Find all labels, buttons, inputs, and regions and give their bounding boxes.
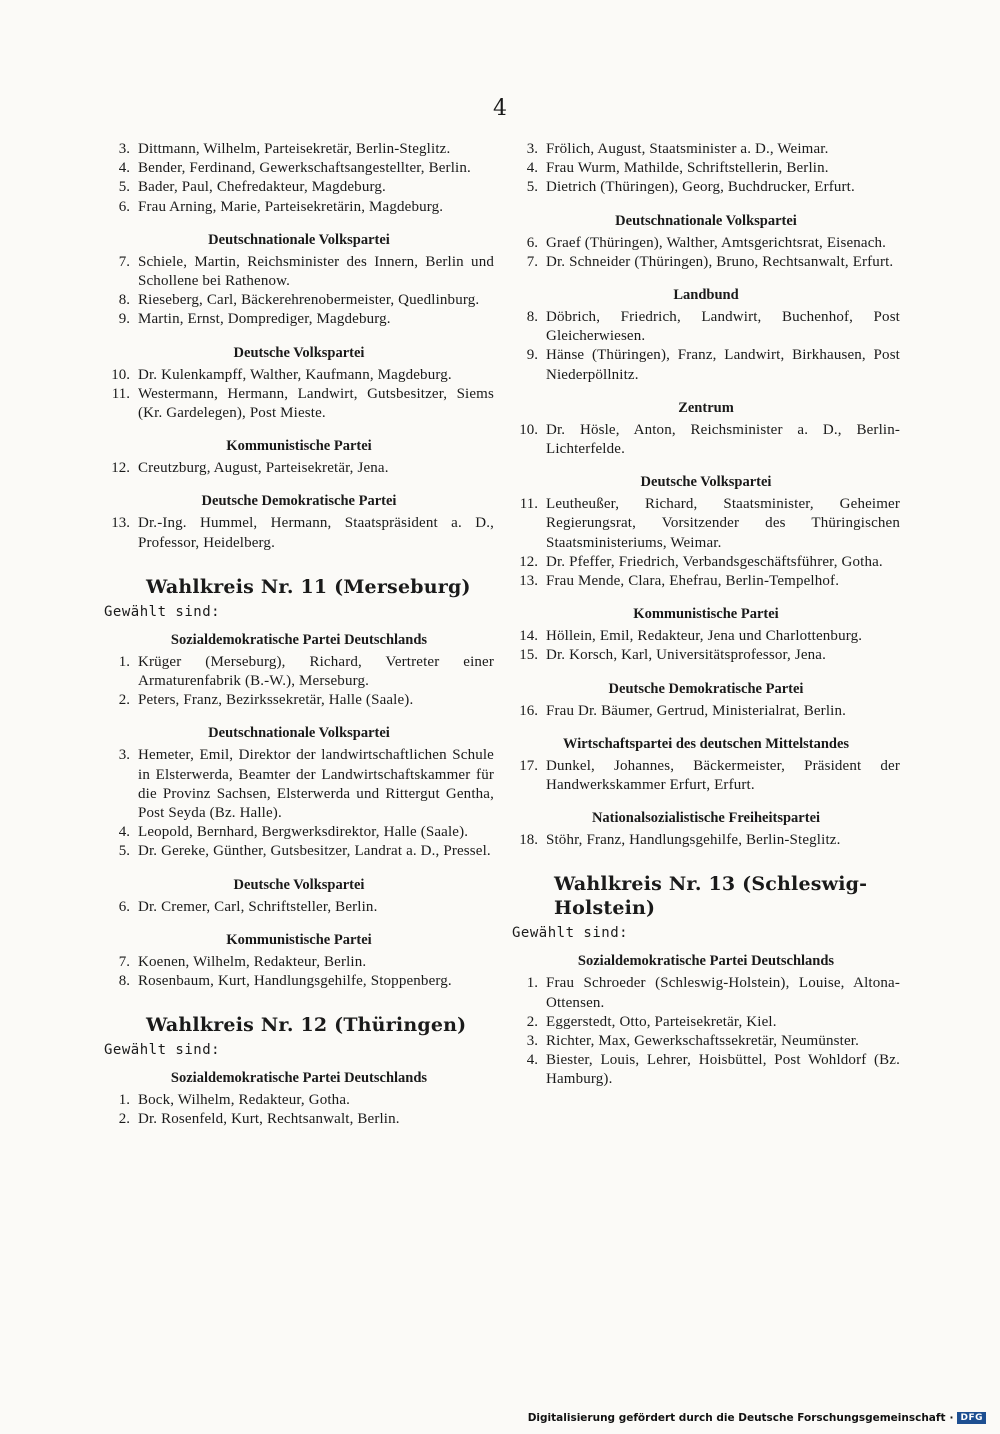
entry-text: Dr. Cremer, Carl, Schriftsteller, Berlin. — [138, 898, 378, 915]
page-number: 4 — [493, 96, 507, 121]
entry-text: Richter, Max, Gewerkschaftssekretär, Neumünster. — [546, 1033, 859, 1050]
entry-text: Peters, Franz, Bezirkssekretär, Halle (Saale). — [138, 692, 414, 709]
entry-text: Bock, Wilhelm, Redakteur, Gotha. — [138, 1092, 351, 1109]
party-heading: Sozialdemokratische Partei Deutschlands — [577, 953, 835, 970]
list-item — [104, 746, 494, 823]
list-item — [104, 514, 494, 552]
entry-number: 13. — [519, 573, 538, 590]
entry-number: 5. — [526, 179, 538, 196]
party-heading: Sozialdemokratische Partei Deutschlands — [170, 1070, 428, 1087]
list-item — [104, 140, 494, 159]
party-heading: Deutschnationale Volkspartei — [208, 231, 390, 248]
list-item — [512, 140, 900, 159]
list-item — [104, 691, 494, 710]
entry-text: Dr. Korsch, Karl, Universitätsprofessor, Jena. — [546, 647, 826, 664]
entry-number: 10. — [519, 421, 538, 438]
entry-number: 7. — [118, 253, 130, 270]
entry-number: 4. — [118, 160, 130, 177]
entry-number: 9. — [118, 311, 130, 328]
entry-text: Hemeter, Emil, Direktor der landwirtschaftlichen Schule in Elsterwerda, Beamter der Landwirtschaftskammer für die Provinz Sachsen, Elsterwerda und Rittergut Gentha, Post Seyda (Bz. Halle). — [138, 747, 494, 822]
party-heading: Deutsche Demokratische Partei — [201, 493, 397, 510]
party-heading: Deutschnationale Volkspartei — [615, 212, 797, 229]
entry-number: 1. — [118, 1092, 130, 1109]
list-item — [512, 308, 900, 346]
entry-number: 5. — [118, 843, 130, 860]
entry-text: Döbrich, Friedrich, Landwirt, Buchenhof, Post Gleicherwiesen. — [546, 309, 900, 345]
list-item — [104, 1091, 494, 1110]
list-item — [512, 234, 900, 253]
right-column — [512, 140, 900, 1090]
list-item — [104, 842, 494, 861]
list-item — [104, 898, 494, 917]
entry-text: Dittmann, Wilhelm, Parteisekretär, Berlin-Steglitz. — [138, 141, 451, 157]
entry-text: Dr. Kulenkampff, Walther, Kaufmann, Magdeburg. — [138, 366, 452, 383]
entry-text: Leopold, Bernhard, Bergwerksdirektor, Halle (Saale). — [138, 824, 469, 841]
entry-number: 12. — [111, 460, 130, 477]
list-item — [512, 646, 900, 665]
entry-text: Dr.-Ing. Hummel, Hermann, Staatspräsident a. D., Professor, Heidelberg. — [138, 515, 494, 551]
entry-text: Stöhr, Franz, Handlungsgehilfe, Berlin-Steglitz. — [546, 832, 841, 849]
list-item — [512, 1051, 900, 1089]
list-item — [512, 1013, 900, 1032]
party-heading: Zentrum — [678, 399, 734, 416]
entry-number: 10. — [111, 366, 130, 383]
entry-number: 3. — [118, 747, 130, 764]
list-item — [104, 1110, 494, 1129]
entry-text: Dr. Hösle, Anton, Reichsminister a. D., Berlin-Lichterfelde. — [546, 421, 900, 458]
district-heading: Wahlkreis Nr. 12 (Thüringen) — [146, 1014, 467, 1037]
entry-text: Dr. Schneider (Thüringen), Bruno, Rechtsanwalt, Erfurt. — [546, 253, 894, 270]
list-item — [104, 178, 494, 197]
elected-label: Gewählt sind: — [104, 1042, 221, 1059]
entry-number: 4. — [526, 160, 538, 177]
list-item — [512, 1032, 900, 1051]
entry-text: Graef (Thüringen), Walther, Amtsgerichtsrat, Eisenach. — [546, 234, 887, 251]
district-heading: Wahlkreis Nr. 13 (Schleswig-Holstein) — [554, 873, 868, 920]
list-item — [512, 495, 900, 553]
entry-number: 5. — [118, 179, 130, 196]
party-heading: Deutsche Volkspartei — [233, 344, 365, 361]
entry-text: Westermann, Hermann, Landwirt, Gutsbesitzer, Siems (Kr. Gardelegen), Post Mieste. — [138, 385, 494, 422]
entry-text: Frau Mende, Clara, Ehefrau, Berlin-Tempelhof. — [546, 573, 840, 590]
party-heading: Nationalsozialistische Freiheitspartei — [591, 810, 821, 827]
footer — [528, 1412, 986, 1424]
entry-text: Bader, Paul, Chefredakteur, Magdeburg. — [138, 179, 386, 196]
list-item — [104, 253, 494, 291]
entry-text: Dr. Gereke, Günther, Gutsbesitzer, Landrat a. D., Pressel. — [138, 843, 491, 860]
list-item — [104, 198, 494, 217]
party-heading: Deutschnationale Volkspartei — [208, 725, 390, 742]
list-item — [104, 823, 494, 842]
party-heading: Kommunistische Partei — [226, 438, 372, 455]
entry-text: Hänse (Thüringen), Franz, Landwirt, Birkhausen, Post Niederpöllnitz. — [546, 347, 900, 383]
elected-label: Gewählt sind: — [104, 603, 221, 620]
list-item — [512, 553, 900, 572]
entry-text: Schiele, Martin, Reichsminister des Innern, Berlin und Schollene bei Rathenow. — [138, 253, 494, 290]
entry-text: Krüger (Merseburg), Richard, Vertreter einer Armaturenfabrik (B.-W.), Merseburg. — [138, 653, 494, 690]
entry-number: 2. — [526, 1013, 538, 1030]
entry-number: 7. — [118, 953, 130, 970]
left-column — [104, 140, 494, 1130]
entry-number: 11. — [111, 385, 130, 402]
list-item — [104, 953, 494, 972]
list-item — [512, 346, 900, 384]
party-heading: Deutsche Volkspartei — [233, 876, 365, 893]
party-heading: Wirtschaftspartei des deutschen Mittelstandes — [562, 735, 850, 752]
list-item — [104, 310, 494, 329]
list-item — [512, 627, 900, 646]
entry-number: 13. — [111, 515, 130, 532]
entry-number: 6. — [526, 234, 538, 251]
entry-number: 2. — [118, 1111, 130, 1128]
entry-number: 8. — [118, 292, 130, 309]
entry-number: 8. — [118, 973, 130, 990]
entry-number: 3. — [118, 141, 130, 157]
entry-text: Biester, Louis, Lehrer, Hoisbüttel, Post Wohldorf (Bz. Hamburg). — [546, 1052, 900, 1088]
entry-text: Dunkel, Johannes, Bäckermeister, Präsident der Handwerkskammer Erfurt, Erfurt. — [546, 757, 900, 794]
list-item — [104, 972, 494, 991]
entry-text: Leutheußer, Richard, Staatsminister, Geheimer Regierungsrat, Vorsitzender des Thüringischen Staatsministeriums, Weimar. — [546, 496, 900, 551]
list-item — [104, 159, 494, 178]
entry-text: Frau Arning, Marie, Parteisekretärin, Magdeburg. — [138, 198, 444, 215]
entry-number: 15. — [519, 647, 538, 664]
entry-text: Koenen, Wilhelm, Redakteur, Berlin. — [138, 953, 367, 970]
entry-text: Frau Wurm, Mathilde, Schriftstellerin, Berlin. — [546, 160, 829, 177]
list-item — [512, 831, 900, 850]
entry-number: 1. — [526, 975, 538, 992]
entry-number: 6. — [118, 198, 130, 215]
list-item — [104, 366, 494, 385]
entry-number: 7. — [526, 253, 538, 270]
entry-number: 9. — [526, 347, 538, 364]
list-item — [512, 974, 900, 1012]
entry-number: 6. — [118, 898, 130, 915]
list-item — [512, 253, 900, 272]
list-item — [512, 702, 900, 721]
entry-number: 2. — [118, 692, 130, 709]
entry-text: Frau Schroeder (Schleswig-Holstein), Louise, Altona-Ottensen. — [546, 975, 900, 1011]
entry-number: 3. — [526, 141, 538, 157]
entry-number: 1. — [118, 653, 130, 670]
entry-number: 11. — [519, 496, 538, 513]
list-item — [104, 385, 494, 423]
entry-text: Frölich, August, Staatsminister a. D., Weimar. — [546, 141, 829, 157]
entry-text: Dietrich (Thüringen), Georg, Buchdrucker, Erfurt. — [546, 179, 855, 196]
party-heading: Deutsche Volkspartei — [640, 474, 772, 491]
entry-text: Dr. Rosenfeld, Kurt, Rechtsanwalt, Berlin. — [138, 1111, 400, 1128]
entry-text: Eggerstedt, Otto, Parteisekretär, Kiel. — [546, 1013, 777, 1030]
entry-number: 4. — [118, 824, 130, 841]
entry-text: Frau Dr. Bäumer, Gertrud, Ministerialrat, Berlin. — [546, 702, 847, 719]
party-heading: Landbund — [673, 287, 739, 304]
separator-dot: · — [949, 1412, 954, 1424]
district-heading: Wahlkreis Nr. 11 (Merseburg) — [146, 575, 471, 598]
list-item — [104, 653, 494, 691]
entry-text: Martin, Ernst, Domprediger, Magdeburg. — [138, 311, 391, 328]
entry-text: Höllein, Emil, Redakteur, Jena und Charlottenburg. — [546, 628, 863, 645]
entry-number: 3. — [526, 1033, 538, 1050]
list-item — [512, 421, 900, 459]
list-item — [104, 291, 494, 310]
party-heading: Kommunistische Partei — [226, 931, 372, 948]
list-item — [512, 572, 900, 591]
party-heading: Kommunistische Partei — [633, 606, 779, 623]
entry-number: 18. — [519, 832, 538, 849]
list-item — [512, 757, 900, 795]
entry-number: 14. — [519, 628, 538, 645]
list-item — [512, 178, 900, 197]
entry-text: Creutzburg, August, Parteisekretär, Jena. — [138, 460, 389, 477]
entry-text: Rieseberg, Carl, Bäckerehrenobermeister, Quedlinburg. — [138, 292, 480, 309]
party-heading: Sozialdemokratische Partei Deutschlands — [170, 631, 428, 648]
elected-label: Gewählt sind: — [512, 925, 629, 942]
entry-text: Dr. Pfeffer, Friedrich, Verbandsgeschäftsführer, Gotha. — [546, 553, 883, 570]
party-heading: Deutsche Demokratische Partei — [608, 680, 804, 697]
entry-number: 12. — [519, 553, 538, 570]
entry-number: 17. — [519, 757, 538, 774]
list-item — [104, 459, 494, 478]
list-item — [512, 159, 900, 178]
entry-text: Bender, Ferdinand, Gewerkschaftsangestellter, Berlin. — [138, 160, 471, 177]
entry-number: 16. — [519, 702, 538, 719]
entry-text: Rosenbaum, Kurt, Handlungsgehilfe, Stoppenberg. — [138, 973, 452, 990]
entry-number: 8. — [526, 309, 538, 326]
dfg-logo: DFG — [957, 1412, 986, 1424]
footer-credit: Digitalisierung gefördert durch die Deutsche Forschungsgemeinschaft — [527, 1412, 946, 1424]
entry-number: 4. — [526, 1052, 538, 1069]
